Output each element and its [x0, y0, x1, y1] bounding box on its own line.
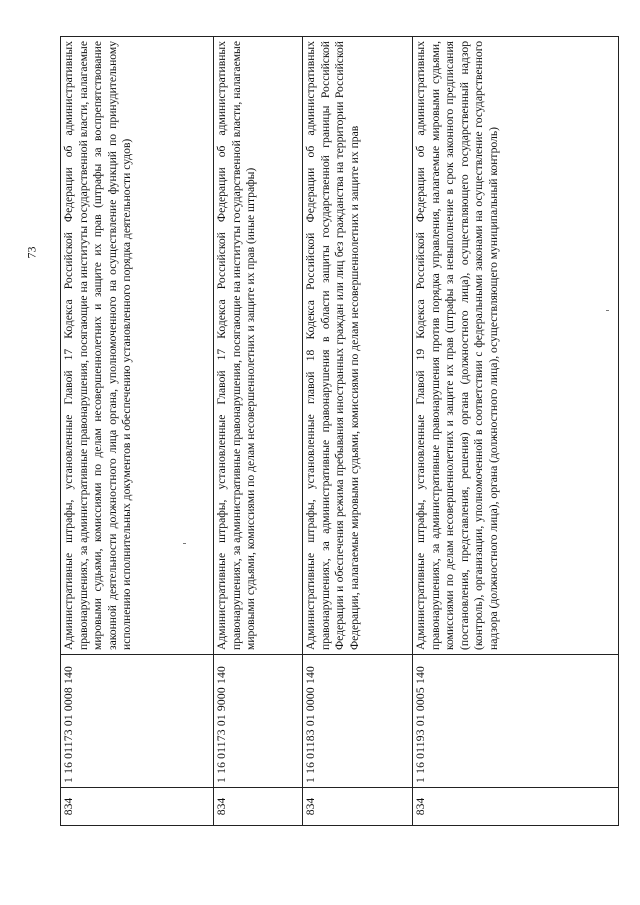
- kbk-cell: 1 16 01173 01 0008 140: [61, 655, 214, 788]
- description-cell: Административные штрафы, установленные главой 18 Кодекса Российской Федерации об административных правонарушениях, за административные правонарушения в области защиты государственной границы Российской Федерации и обеспечения режима пребывания иностранных граждан или лиц без гражданства на территории Российской Федерации, налагаемые мировыми судьями, комиссиями по делам несовершеннолетних и защите их прав: [303, 37, 413, 655]
- scan-speck: [606, 310, 609, 311]
- admin-code-cell: 834: [303, 788, 413, 826]
- admin-code-cell: 834: [214, 788, 303, 826]
- admin-code-cell: 834: [413, 788, 619, 826]
- table-row: [214, 37, 303, 826]
- admin-code-cell: 834: [61, 788, 214, 826]
- description-cell: Административные штрафы, установленные Главой 19 Кодекса Российской Федерации об административных правонарушениях, за административные правонарушения против порядка управления, налагаемые мировыми судьями, комиссиями по делам несовершеннолетних и защите их прав (штрафы за невыполнение в срок законного предписания (постановления, представления, решения) органа (должностного лица), осуществляющего государственный надзор (контроль), организации, уполномоченной в соответствии с федеральными законами на осуществление государственного надзора (должностного лица), органа (должностного лица), осуществляющего муниципальный контроль): [413, 37, 619, 655]
- table-row: [413, 37, 619, 826]
- rotated-page-content: [60, 36, 618, 826]
- table-row: [303, 37, 413, 826]
- kbk-cell: 1 16 01193 01 0005 140: [413, 655, 619, 788]
- description-cell: Административные штрафы, установленные Главой 17 Кодекса Российской Федерации об административных правонарушениях, за административные правонарушения, посягающие на институты государственной власти, налагаемые мировыми судьями, комиссиями по делам несовершеннолетних и защите их прав (иные штрафы): [214, 37, 303, 655]
- kbk-cell: 1 16 01183 01 0000 140: [303, 655, 413, 788]
- kbk-cell: 1 16 01173 01 9000 140: [214, 655, 303, 788]
- page-number: 73: [24, 246, 39, 259]
- table-row: [61, 37, 214, 826]
- revenue-codes-table: [60, 36, 619, 826]
- description-cell: Административные штрафы, установленные Главой 17 Кодекса Российской Федерации об административных правонарушениях, за административные правонарушения, посягающие на институты государственной власти, налагаемые мировыми судьями, комиссиями по делам несовершеннолетних и защите их прав (штрафы за воспрепятствование законной деятельности должностного лица органа, уполномоченного на осуществление функций по принудительному исполнению исполнительных документов и обеспечению установленного порядка деятельности судов): [61, 37, 214, 655]
- scan-speck: [183, 543, 186, 544]
